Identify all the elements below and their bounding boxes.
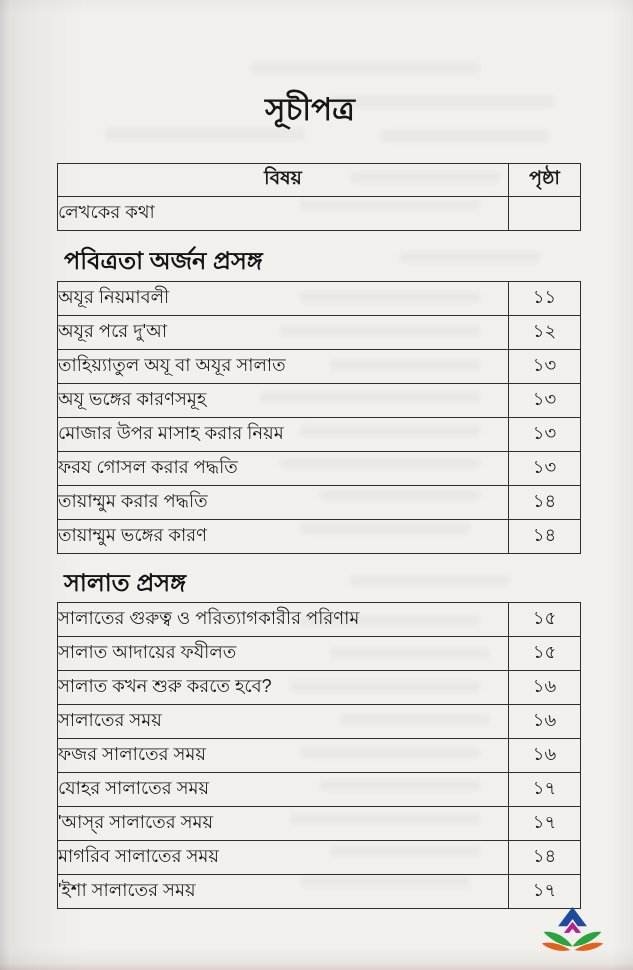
toc-row-page: ১৬: [509, 739, 581, 773]
toc-row-page: ১৬: [509, 671, 581, 705]
toc-row-title: সালাত কখন শুরু করতে হবে?: [58, 671, 509, 705]
toc-row-page: [509, 197, 581, 231]
toc-row-title: মোজার উপর মাসাহ করার নিয়ম: [58, 418, 509, 452]
toc-row-title: তাহিয়্যাতুল অযূ বা অযূর সালাত: [58, 350, 509, 384]
toc-row: [58, 739, 581, 773]
toc-row-page: ১৩: [509, 452, 581, 486]
toc-row: [58, 520, 581, 554]
toc-row-page: ১১: [509, 282, 581, 316]
toc-row-page: ১৪: [509, 486, 581, 520]
toc-row: [58, 384, 581, 418]
toc-row-page: ১২: [509, 316, 581, 350]
toc-row: [58, 705, 581, 739]
toc-row-title: 'ইশা সালাতের সময়: [58, 875, 509, 909]
toc-row: [58, 350, 581, 384]
publisher-logo open-book-arrow-icon: [541, 906, 604, 956]
toc-row-page: ১৭: [509, 807, 581, 841]
toc-section-table-purity: [57, 281, 581, 554]
toc-row-title: ফরয গোসল করার পদ্ধতি: [58, 452, 509, 486]
toc-row: [58, 671, 581, 705]
toc-row-title: তায়াম্মুম ভঙ্গের কারণ: [58, 520, 509, 554]
toc-row: [58, 773, 581, 807]
toc-row: [58, 486, 581, 520]
toc-row-page: ১৪: [509, 841, 581, 875]
toc-row: [58, 452, 581, 486]
toc-row-page: ১৩: [509, 384, 581, 418]
toc-row: [58, 807, 581, 841]
toc-row-title: লেখকের কথা: [58, 197, 509, 231]
toc-row-title: যোহর সালাতের সময়: [58, 773, 509, 807]
toc-row-page: ১৩: [509, 418, 581, 452]
toc-row-title: সালাতের গুরুত্ব ও পরিত্যাগকারীর পরিণাম: [58, 603, 509, 637]
section-heading-purity: পবিত্রতা অর্জন প্রসঙ্গ: [64, 248, 263, 275]
toc-row-page: ১৫: [509, 637, 581, 671]
toc-row-title: সালাতের সময়: [58, 705, 509, 739]
toc-row: [58, 197, 581, 231]
toc-row-title: অযূর নিয়মাবলী: [58, 282, 509, 316]
toc-row-title: 'আস্‌র সালাতের সময়: [58, 807, 509, 841]
toc-row: [58, 603, 581, 637]
toc-header-table: [57, 163, 581, 231]
toc-row-page: ১৭: [509, 773, 581, 807]
section-heading-salat: সালাত প্রসঙ্গ: [64, 570, 187, 597]
toc-row-title: অযূ ভঙ্গের কারণসমূহ: [58, 384, 509, 418]
toc-row-page: ১৭: [509, 875, 581, 909]
page-title: সূচীপত্র: [265, 92, 355, 127]
toc-section-table-salat: [57, 602, 581, 909]
toc-row-page: ১৬: [509, 705, 581, 739]
toc-row-title: অযূর পরে দু'আ: [58, 316, 509, 350]
toc-row: [58, 875, 581, 909]
toc-row: [58, 418, 581, 452]
toc-row-page: ১৩: [509, 350, 581, 384]
toc-row-page: ১৪: [509, 520, 581, 554]
toc-column-header-page: পৃষ্ঠা: [509, 164, 581, 197]
toc-row-title: সালাত আদায়ের ফযীলত: [58, 637, 509, 671]
toc-row-title: মাগরিব সালাতের সময়: [58, 841, 509, 875]
toc-row-title: ফজর সালাতের সময়: [58, 739, 509, 773]
toc-row: [58, 637, 581, 671]
toc-row: [58, 316, 581, 350]
toc-row: [58, 282, 581, 316]
toc-header-row: [58, 164, 581, 197]
toc-row-title: তায়াম্মুম করার পদ্ধতি: [58, 486, 509, 520]
toc-row: [58, 841, 581, 875]
toc-column-header-subject: বিষয়: [58, 164, 509, 197]
toc-row-page: ১৫: [509, 603, 581, 637]
